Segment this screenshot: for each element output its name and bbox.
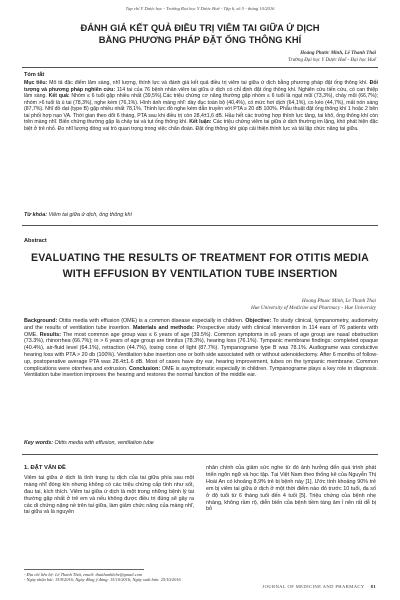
- abstract-background: Otitis media with effusion (OME) is a common disease especially in children.: [57, 318, 244, 324]
- divider-middle: [22, 225, 378, 226]
- vietnamese-keywords-text: Viêm tai giữa ứ dịch, ống thông khí: [47, 212, 132, 218]
- summary-label-results: Kết quả:: [46, 93, 70, 99]
- footnote-divider: [24, 569, 144, 570]
- abstract-label-methods: Materials and methods:: [130, 324, 195, 331]
- summary-label-methods: Đối tượng và phương pháp nghiên cứu:: [24, 80, 378, 93]
- summary-objective: Mô tả đặc điểm lâm sàng, nhĩ lượng, thính lực và đánh giá kết quả điều trị viêm tai giữa ứ dịch bằng phương pháp đặt ống thông khí.: [47, 80, 368, 86]
- body-column-left: [24, 465, 194, 516]
- abstract-conclusion: OME is asymptomatic especially in children. Tympanograme plays a key role in diagnosis. Ventilation tube insertion improves the hearing and restores the normal function of the middle ear.: [24, 365, 378, 379]
- english-authors: Hoang Phuoc Minh, Le Thanh Thai: [301, 298, 376, 304]
- vietnamese-authors: Hoàng Phước Minh, Lê Thanh Thái: [300, 51, 376, 56]
- summary-conclusion: Các triệu chứng viêm tai giữa ứ dịch thường im lặng, khó phát hiện đặc biệt ở trẻ nhỏ. Đo nhĩ lượng đóng vai trò quan trọng trong việc chẩn đoán. Đặt ống thông khí giúp cải thiện thính lực và tái lập chức năng tai giữa.: [24, 119, 378, 132]
- abstract-heading: Abstract: [24, 238, 47, 244]
- english-abstract: [24, 318, 378, 379]
- abstract-objective: To study clinical, tympanometry, audiometry and the results of ventilation tube insertion.: [24, 318, 378, 331]
- vietnamese-title-line-1: ĐÁNH GIÁ KẾT QUẢ ĐIỀU TRỊ VIÊM TAI GIỮA Ứ DỊCH: [80, 22, 320, 33]
- vietnamese-title-line-2: BẰNG PHƯƠNG PHÁP ĐẶT ỐNG THÔNG KHÍ: [98, 34, 302, 45]
- abstract-methods: Prospective study with clinical intervention in 114 ears of 76 patients with OME.: [24, 324, 378, 338]
- abstract-label-objective: Objective:: [243, 318, 272, 324]
- section-heading-introduction: 1. ĐẶT VẤN ĐỀ: [24, 465, 66, 471]
- summary-label-conclusion: Kết luận:: [187, 119, 212, 125]
- vietnamese-affiliation: Trường Đại học Y Dược Huế - Đại học Huế: [288, 58, 376, 63]
- english-keywords-text: Otitis media with effusion, ventilation tube: [53, 440, 154, 446]
- introduction-paragraph-right: nhân chính của giảm sức nghe từ đó ảnh hưởng đến quá trình phát triển ngôn ngữ và học tập. Tại Việt Nam theo thống kê của Nguyễn Thị Hoài An có khoảng 8,9% trẻ bị bệnh này [1]. Ước tính khoảng 90% trẻ em bị viêm tai giữa ứ dịch ở một thời điểm nào đó trước 10 tuổi, đa số ở độ tuổi từ 6 tháng tuổi đến 4 tuổi [5]. Triệu chứng của bệnh nhẹ nhàng, không rầm rộ, diễn biến của bệnh tiềm tàng âm ỉ nên rất dễ bị bỏ: [206, 465, 376, 513]
- abstract-label-conclusion: Conclusion:: [127, 365, 161, 372]
- english-keywords: [24, 440, 378, 446]
- english-title-line-1: EVALUATING THE RESULTS OF TREATMENT FOR OTITIS MEDIA: [30, 252, 369, 264]
- english-keywords-label: Key words:: [24, 440, 54, 446]
- footnote: [24, 572, 194, 583]
- english-authors-block: [251, 298, 376, 312]
- summary-results: Nhóm ≤ 6 tuổi gặp nhiều nhất (39,5%).Các triệu chứng cơ năng thường gặp nhóm ≤ 6 tuổi là ngạt mũi (73,3%), chảy mũi (66,7%); nhóm >6 tuổi là ù tai (78,3%), nghe kém (76,1%). Hình ảnh màng nhĩ: dày đục toàn bộ (40,4%), có mức hơi dịch (64,1%), co kéo (44,7%), mất nón sáng (87,7%). Nhĩ đồ dạt (type B) gặp nhiều nhất 78,1%. Thính lực đồ nghe kém dẫn truyền với PTA ≥ 20 dB 100%. Phẫu thuật đặt ống thông khí 1 hoặc 2 bên tai phối hợp nạo VA. Thời gian theo dõi 6 tháng, PTA sau khi điều trị còn 28,4±1,6 dB. Hầu hết các trường hợp thính lực tăng, tai khô, ống thông khí còn trên màng nhĩ. Biến chứng thường gặp là chảy tai và tụt ống thông khí.: [24, 93, 378, 125]
- vietnamese-summary: [24, 80, 378, 132]
- english-title: [24, 250, 376, 282]
- page-number: 81: [370, 584, 376, 589]
- english-affiliation: Hue University of Medicine and Pharmacy - Hue University: [250, 305, 376, 311]
- summary-heading: Tóm tắt: [24, 72, 45, 78]
- body-column-right: [206, 465, 376, 513]
- vietnamese-authors-block: [288, 50, 376, 64]
- vietnamese-title: [40, 22, 360, 46]
- introduction-paragraph-left: Viêm tai giữa ứ dịch là tình trạng tụ dịch của tai giữa phía sau một màng nhĩ đóng kín nhưng không có các triệu chứng cấp tính như sốt, đau tai, kích thích. Viêm tai giữa ứ dịch là một trong những bệnh lý tai thường gặp nhất ở trẻ em và nếu không được điều trị đúng sẽ gây ra các di chứng nặng nề trên tai giữa, làm giảm chức năng của màng nhĩ, tai giữa và là nguyên: [24, 474, 194, 516]
- footnote-dates: - Ngày nhận bài: 15/8/2016; Ngày đồng ý đăng: 15/10/2016; Ngày xuất bản: 25/10/2016: [24, 577, 181, 583]
- summary-label-objective: Mục tiêu:: [24, 80, 48, 86]
- divider-top: [22, 67, 378, 68]
- divider-bottom: [22, 454, 378, 455]
- running-head: Tạp chí Y Dược học - Trường Đại học Y Dược Huế - Tập 6, số 5 - tháng 10/2016: [125, 6, 275, 11]
- journal-name: JOURNAL OF MEDICINE AND PHARMACY: [262, 584, 365, 589]
- vietnamese-keywords: [24, 212, 378, 218]
- abstract-results: The most common age group was ≤ 6 years of age (39.5%). Common symptoms in ≤6 years of age group are nasal obstruction (73.3%), rhinorrhea (66.7%); in > 6 years of age group are tinnitus (78.3%), hearing loss (76.1%). Tympanic membrane findings: completed opaque (40.4%), air-fluid level (64.1%), retraction (44.7%), losing cone of light (87.7%). Tympanograme type B was 78.1%. Audiograme was conductive hearing loss with PTA > 20 db (100%). Ventilation tube insertion one or both side associated with or without adenoidectomy. After 6 months of follow-up, postoperative average PTA was 28.4±1.6 dB. Most of cases have dry ear, hearing improvement, tubes on the tympanic membrane. Common complications were otorrhea and extrusion.: [24, 331, 378, 372]
- page-footer: [262, 584, 376, 589]
- abstract-label-background: Background:: [24, 318, 58, 324]
- footnote-contact: - Địa chỉ liên hệ: Lê Thanh Thái, email: thaithanhlehv@gmail.com: [24, 572, 143, 577]
- english-title-line-2: WITH EFFUSION BY VENTILATION TUBE INSERTION: [62, 268, 338, 280]
- vietnamese-keywords-label: Từ khóa:: [24, 212, 48, 218]
- summary-methods: 114 tai của 76 bệnh nhân viêm tai giữa ứ dịch có chỉ định đặt ống thông khí. Nghiên cứu tiến cứu, có can thiệp lâm sàng.: [24, 86, 378, 99]
- abstract-label-results: Results:: [37, 331, 62, 338]
